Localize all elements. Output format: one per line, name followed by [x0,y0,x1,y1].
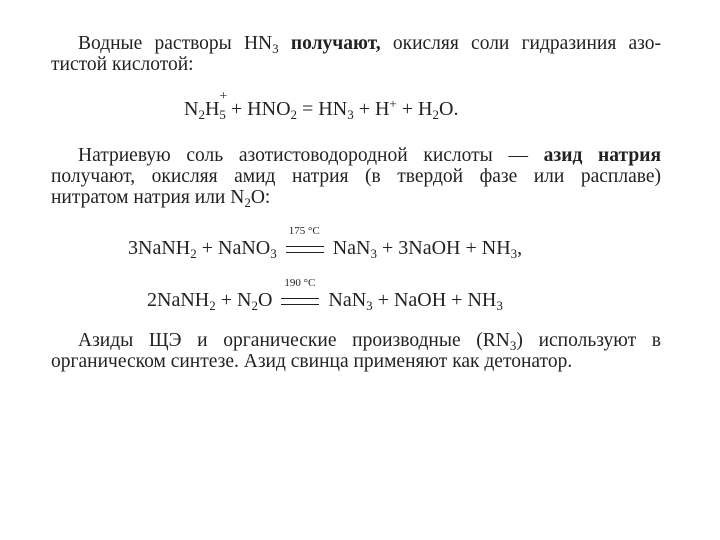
reaction-arrow [277,277,323,312]
equation-n2o-route: 2NaNH$_2$ + $N_2O$ 190 °C NaN$_3$ + NaOH + $NH_3$ [147,277,503,313]
paragraph-hn3-intro [51,33,661,75]
reaction-arrow [282,225,328,260]
reaction-condition: 175 °C [288,225,320,237]
paragraph-line: нитратом натрия или $N_2O$: [51,187,271,210]
equation-nitrate-route: 3NaNH$_2$ + NaNO$_3$ 175 °C NaN$_3$ + 3NaOH + $NH_3$, [128,225,523,261]
paragraph-line: Азиды ЩЭ и органические производные $(RN_3)$ используют в [78,330,661,353]
paragraph-line: Натриевую соль азотистоводородной кислоты — азид натрия [78,145,661,166]
paragraph-sodium-azide [51,145,661,208]
paragraph-azide-uses [51,330,661,372]
equation-hydrazinium: $N_2H$ + $_5 + HNO_2 = HN_3 + H^+ + H_2O$. [184,89,459,122]
paragraph-line: получают, окисляя амид натрия (в твердой фазе или расплаве) [51,166,661,187]
paragraph-line: тистой кислотой: [51,54,194,75]
paragraph-line: органическом синтезе. Азид свинца применяют как детонатор. [51,351,573,372]
reaction-condition: 190 °C [284,277,316,289]
paragraph-line: Водные растворы $HN_3$ получают, окисляя соли гидразиния азо- [78,33,661,56]
